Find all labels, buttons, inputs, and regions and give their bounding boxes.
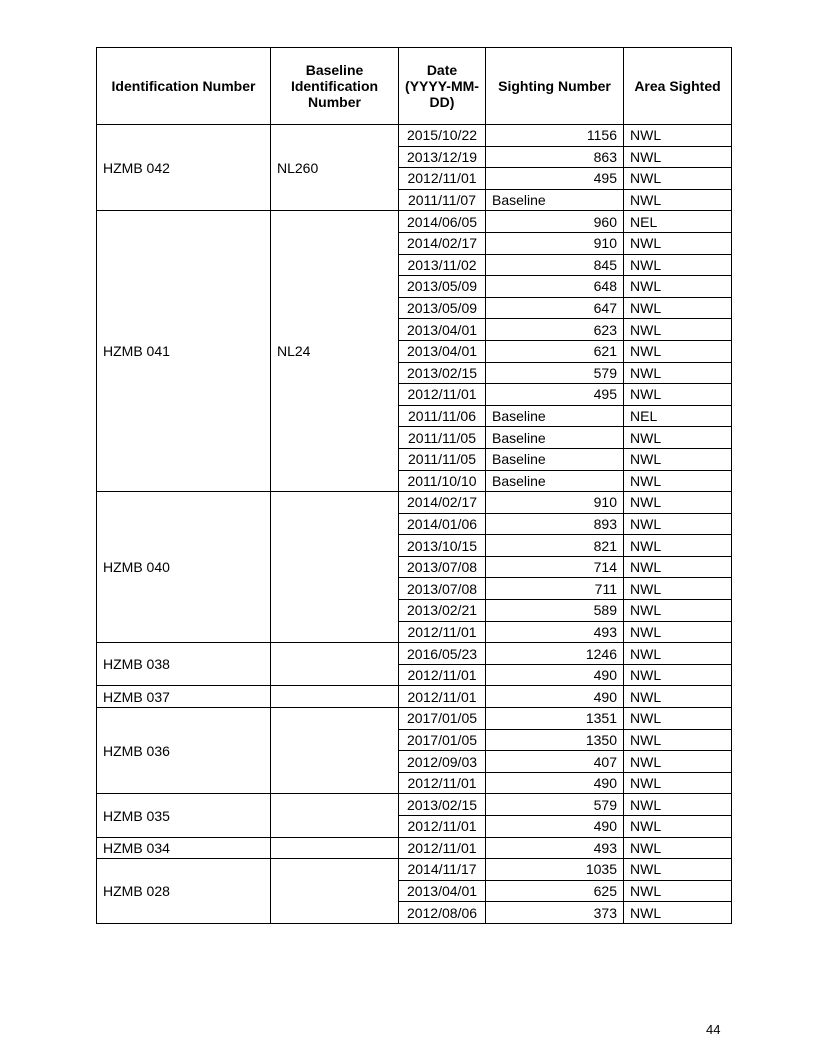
baseline-identification-cell [271,686,399,708]
table-body [97,125,732,924]
date-cell: 2011/11/07 [399,189,486,211]
sighting-number-cell: 623 [486,319,624,341]
area-sighted-cell: NWL [624,189,732,211]
area-sighted-cell: NWL [624,859,732,881]
header-identification-number: Identification Number [97,48,271,125]
sightings-table [96,47,732,924]
sighting-number-cell: 1350 [486,729,624,751]
sighting-number-cell: 589 [486,600,624,622]
baseline-identification-cell [271,859,399,924]
sighting-number-cell: 373 [486,902,624,924]
sighting-number-cell: 1035 [486,859,624,881]
sighting-number-cell: 625 [486,880,624,902]
sighting-number-cell: 493 [486,837,624,859]
area-sighted-cell: NWL [624,621,732,643]
area-sighted-cell: NWL [624,232,732,254]
date-cell: 2012/11/01 [399,621,486,643]
date-cell: 2011/10/10 [399,470,486,492]
date-cell: 2017/01/05 [399,708,486,730]
area-sighted-cell: NWL [624,319,732,341]
area-sighted-cell: NWL [624,448,732,470]
date-cell: 2013/04/01 [399,319,486,341]
baseline-identification-cell [271,708,399,794]
area-sighted-cell: NWL [624,816,732,838]
area-sighted-cell: NWL [624,535,732,557]
date-cell: 2013/10/15 [399,535,486,557]
date-cell: 2013/02/15 [399,362,486,384]
baseline-identification-cell [271,794,399,837]
sighting-number-cell: 490 [486,772,624,794]
table-header-row [97,48,732,125]
sighting-number-cell: 893 [486,513,624,535]
page-number: 44 [706,1022,721,1037]
area-sighted-cell: NWL [624,125,732,147]
date-cell: 2015/10/22 [399,125,486,147]
date-cell: 2017/01/05 [399,729,486,751]
sighting-number-cell: 648 [486,276,624,298]
sighting-number-cell: Baseline [486,405,624,427]
sighting-number-cell: 579 [486,362,624,384]
sighting-number-cell: 493 [486,621,624,643]
date-cell: 2013/02/15 [399,794,486,816]
date-cell: 2012/11/01 [399,384,486,406]
area-sighted-cell: NWL [624,902,732,924]
sighting-number-cell: 490 [486,816,624,838]
area-sighted-cell: NWL [624,578,732,600]
sighting-number-cell: 1351 [486,708,624,730]
date-cell: 2012/11/01 [399,664,486,686]
table-row [97,125,732,147]
baseline-identification-cell [271,643,399,686]
area-sighted-cell: NWL [624,708,732,730]
date-cell: 2014/11/17 [399,859,486,881]
area-sighted-cell: NWL [624,751,732,773]
sighting-number-cell: 960 [486,211,624,233]
area-sighted-cell: NWL [624,880,732,902]
date-cell: 2012/11/01 [399,837,486,859]
area-sighted-cell: NWL [624,772,732,794]
table-row [97,794,732,816]
identification-number-cell: HZMB 042 [97,125,271,211]
area-sighted-cell: NEL [624,405,732,427]
table-row [97,686,732,708]
date-cell: 2011/11/06 [399,405,486,427]
date-cell: 2013/11/02 [399,254,486,276]
table-row [97,708,732,730]
sighting-number-cell: 647 [486,297,624,319]
header-area-sighted: Area Sighted [624,48,732,125]
sighting-number-cell: 1246 [486,643,624,665]
area-sighted-cell: NWL [624,664,732,686]
sighting-number-cell: 863 [486,146,624,168]
area-sighted-cell: NWL [624,340,732,362]
area-sighted-cell: NWL [624,513,732,535]
area-sighted-cell: NWL [624,600,732,622]
identification-number-cell: HZMB 037 [97,686,271,708]
area-sighted-cell: NWL [624,837,732,859]
sighting-number-cell: 821 [486,535,624,557]
identification-number-cell: HZMB 040 [97,492,271,643]
date-cell: 2012/11/01 [399,168,486,190]
baseline-identification-cell: NL260 [271,125,399,211]
header-date: Date (YYYY-MM-DD) [399,48,486,125]
sighting-number-cell: 845 [486,254,624,276]
sighting-number-cell: 910 [486,232,624,254]
table-row [97,859,732,881]
sighting-number-cell: 711 [486,578,624,600]
identification-number-cell: HZMB 028 [97,859,271,924]
area-sighted-cell: NWL [624,254,732,276]
identification-number-cell: HZMB 035 [97,794,271,837]
date-cell: 2013/04/01 [399,880,486,902]
area-sighted-cell: NWL [624,556,732,578]
area-sighted-cell: NWL [624,643,732,665]
sighting-number-cell: 1156 [486,125,624,147]
date-cell: 2012/09/03 [399,751,486,773]
table-row [97,643,732,665]
identification-number-cell: HZMB 036 [97,708,271,794]
area-sighted-cell: NWL [624,297,732,319]
sighting-number-cell: 579 [486,794,624,816]
baseline-identification-cell: NL24 [271,211,399,492]
area-sighted-cell: NWL [624,168,732,190]
sighting-number-cell: Baseline [486,427,624,449]
header-sighting-number: Sighting Number [486,48,624,125]
sighting-number-cell: 490 [486,664,624,686]
sighting-number-cell: 621 [486,340,624,362]
header-baseline-identification-number: Baseline Identification Number [271,48,399,125]
date-cell: 2016/05/23 [399,643,486,665]
date-cell: 2012/11/01 [399,772,486,794]
date-cell: 2014/06/05 [399,211,486,233]
date-cell: 2013/12/19 [399,146,486,168]
area-sighted-cell: NWL [624,492,732,514]
area-sighted-cell: NWL [624,686,732,708]
area-sighted-cell: NWL [624,794,732,816]
date-cell: 2013/04/01 [399,340,486,362]
date-cell: 2014/02/17 [399,492,486,514]
date-cell: 2012/08/06 [399,902,486,924]
area-sighted-cell: NWL [624,384,732,406]
area-sighted-cell: NWL [624,276,732,298]
baseline-identification-cell [271,492,399,643]
baseline-identification-cell [271,837,399,859]
sighting-number-cell: 910 [486,492,624,514]
date-cell: 2014/02/17 [399,232,486,254]
date-cell: 2013/05/09 [399,276,486,298]
table-row [97,837,732,859]
sighting-number-cell: 495 [486,384,624,406]
sighting-number-cell: Baseline [486,470,624,492]
date-cell: 2012/11/01 [399,686,486,708]
sighting-number-cell: Baseline [486,448,624,470]
area-sighted-cell: NEL [624,211,732,233]
identification-number-cell: HZMB 034 [97,837,271,859]
table-row [97,492,732,514]
area-sighted-cell: NWL [624,362,732,384]
date-cell: 2013/07/08 [399,556,486,578]
identification-number-cell: HZMB 041 [97,211,271,492]
date-cell: 2011/11/05 [399,448,486,470]
date-cell: 2011/11/05 [399,427,486,449]
sighting-number-cell: 490 [486,686,624,708]
sighting-number-cell: 407 [486,751,624,773]
sighting-number-cell: 495 [486,168,624,190]
sighting-number-cell: 714 [486,556,624,578]
table-row [97,211,732,233]
date-cell: 2013/02/21 [399,600,486,622]
date-cell: 2013/07/08 [399,578,486,600]
date-cell: 2014/01/06 [399,513,486,535]
area-sighted-cell: NWL [624,146,732,168]
area-sighted-cell: NWL [624,470,732,492]
date-cell: 2012/11/01 [399,816,486,838]
date-cell: 2013/05/09 [399,297,486,319]
sighting-number-cell: Baseline [486,189,624,211]
area-sighted-cell: NWL [624,427,732,449]
area-sighted-cell: NWL [624,729,732,751]
identification-number-cell: HZMB 038 [97,643,271,686]
